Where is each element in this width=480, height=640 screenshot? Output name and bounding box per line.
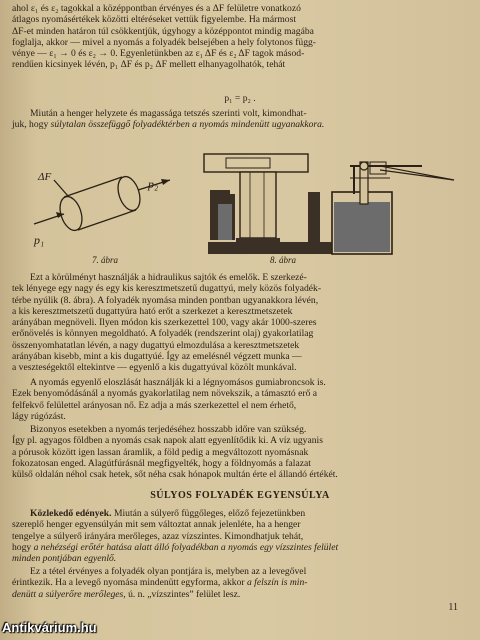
paragraph-6-line: Közlekedő edények. Miután a súlyerő függőleges, előző fejezetünkben — [30, 508, 306, 519]
paragraph-3-line: erőnövelés is könnyen megoldható. A folyadék (rendszerint olaj) gyakorlatilag — [12, 328, 314, 340]
paragraph-2-line: juk, hogy súlytalan összefüggő folyadéktérben a nyomás mindenütt ugyanakkora. — [12, 119, 325, 131]
page-number: 11 — [448, 602, 458, 613]
top-line: vénye — ε₁ → 0 és ε₂ → 0. Egyenletünkben az ε₁ ΔF és ε₂ ΔF tagok másod- — [12, 48, 305, 60]
section-heading: SÚLYOS FOLYADÉK EGYENSÚLYA — [150, 490, 330, 501]
paragraph-7-line: Ez a tétel érvényes a folyadék olyan pontjára is, melyben az a levegővel — [30, 566, 307, 577]
figure-8-hydraulic-press-diagram — [200, 150, 465, 258]
figure-7-caption: 7. ábra — [92, 255, 119, 265]
paragraph-2 — [12, 108, 466, 131]
paragraph-4-line: lágy rúgózást. — [12, 410, 66, 422]
paragraph-3-line: a veszteségektől eltekintve — egyenlő a kis dugattyúval közölt munkával. — [12, 362, 297, 374]
area-label: ΔF — [38, 171, 52, 183]
paragraph-5-line: a pórusok között igen lassan áramlik, a föld pedig a megváltozott nyomásnak — [12, 446, 309, 458]
top-line: ΔF-et minden határon túl csökkentjük, úgyhogy a középpontot mindig magába — [12, 25, 314, 37]
paragraph-6-line: tengelye a súlyerő irányára merőleges, azaz vízszintes. Kimondhatjuk tehát, — [12, 530, 304, 542]
paragraph-7 — [12, 566, 466, 600]
paragraph-3 — [12, 272, 466, 374]
top-line: rendűen kicsinyek lévén, p₁ ΔF és p₂ ΔF mellett elhanyagolhatók, tehát — [12, 59, 286, 71]
paragraph-6-line: szereplő henger egyensúlyán mit sem változtat annak jelenléte, ha a henger — [12, 519, 301, 531]
paragraph-5-line: külső oldalán néhol csak hetek, sőt néha csak hónapok multán érte el állandó értékét. — [12, 469, 338, 481]
paragraph-3-line: térbe nyúlik (8. ábra). A folyadék nyomása minden pontban ugyanakkora lévén, — [12, 294, 319, 306]
top-line: ahol ε₁ és ε₂ tagokkal a középpontban érvényes és a ΔF felületre vonatkozó — [12, 3, 301, 14]
top-line: átlagos nyomásértékek közötti eltéréseket vettük figyelembe. Ha mármost — [12, 14, 296, 26]
figure-7-cylinder-diagram — [30, 150, 180, 250]
paragraph-4-line: A nyomás egyenlő eloszlását használják ki a légnyomásos gumiabroncsok is. — [30, 377, 326, 388]
p1-label: p₁ — [34, 233, 45, 247]
paragraph-6-line: minden pontjában egyenlő. — [12, 553, 117, 565]
watermark: Antikvárium.hu — [2, 620, 97, 635]
paragraph-5 — [12, 424, 466, 480]
paragraph-3-line: tek lényege egy nagy és egy kis keresztmetszetű dugattyú, mely közös folyadék- — [12, 283, 322, 295]
paragraph-5-line: Bizonyos esetekben a nyomás terjedéséhez hosszabb időre van szükség. — [30, 424, 307, 435]
paragraph-4-line: Ezek benyomódásánál a nyomás gyakorlatilag nem növekszik, a támasztó erő a — [12, 388, 318, 400]
paragraph-4 — [12, 377, 466, 422]
paragraph-4-line: felfekvő felülettel arányosan nő. Ez adja a más szerkezettel el nem érhető, — [12, 399, 297, 411]
paragraph-6-lead: Közlekedő edények. — [30, 508, 112, 519]
equation: p₁ = p₂ . — [224, 93, 256, 104]
top-line: foglalja, akkor — mivel a nyomás a folyadék belsejében a hely folytonos függ- — [12, 36, 316, 48]
paragraph-5-line: fokozatosan enged. Alagútfúrásnál megfigyelték, hogy a földnyomás a falazat — [12, 457, 311, 469]
p2-label: p₂ — [148, 177, 159, 191]
paragraph-7-line: érintkezik. Ha a levegő nyomása mindenütt egyforma, akkor a felszín is min- — [12, 577, 308, 589]
paragraph-3-line: összenyomhatatlan lévén, a nagy dugattyú elmozdulása a keresztmetszetek — [12, 339, 300, 351]
top-paragraph — [12, 3, 466, 71]
paragraph-5-line: Így pl. agyagos földben a nyomás csak napok alatt egyenlítődik ki. A víz ugyanis — [12, 435, 323, 447]
paragraph-3-line: arányában kisebb, mint a kis dugattyúé. Így az emelésnél végzett munka — — [12, 351, 302, 363]
figure-8-caption: 8. ábra — [270, 255, 297, 265]
paragraph-3-line: Ezt a körülményt használják a hidraulikus sajtók és emelők. E szerkezé- — [30, 272, 307, 283]
paragraph-2-line: Miután a henger helyzete és magassága tetszés szerinti volt, kimondhat- — [30, 108, 307, 119]
paragraph-3-line: arányában megnöveli. Ilyen módon kis szerkezettel 100, vagy akár 1000-szeres — [12, 317, 317, 329]
paragraph-6-line: hogy a nehézségi erőtér hatása alatt álló folyadékban a nyomás egy vízszintes felület — [12, 541, 339, 553]
paragraph-3-line: a kis keresztmetszetű dugattyúra ható erőt a szerkezet a keresztmetszetek — [12, 305, 293, 317]
paragraph-6 — [12, 508, 466, 564]
paragraph-7-line: denütt a súlyerőre merőleges, ú. n. „vízszintes” felület lesz. — [12, 588, 241, 600]
